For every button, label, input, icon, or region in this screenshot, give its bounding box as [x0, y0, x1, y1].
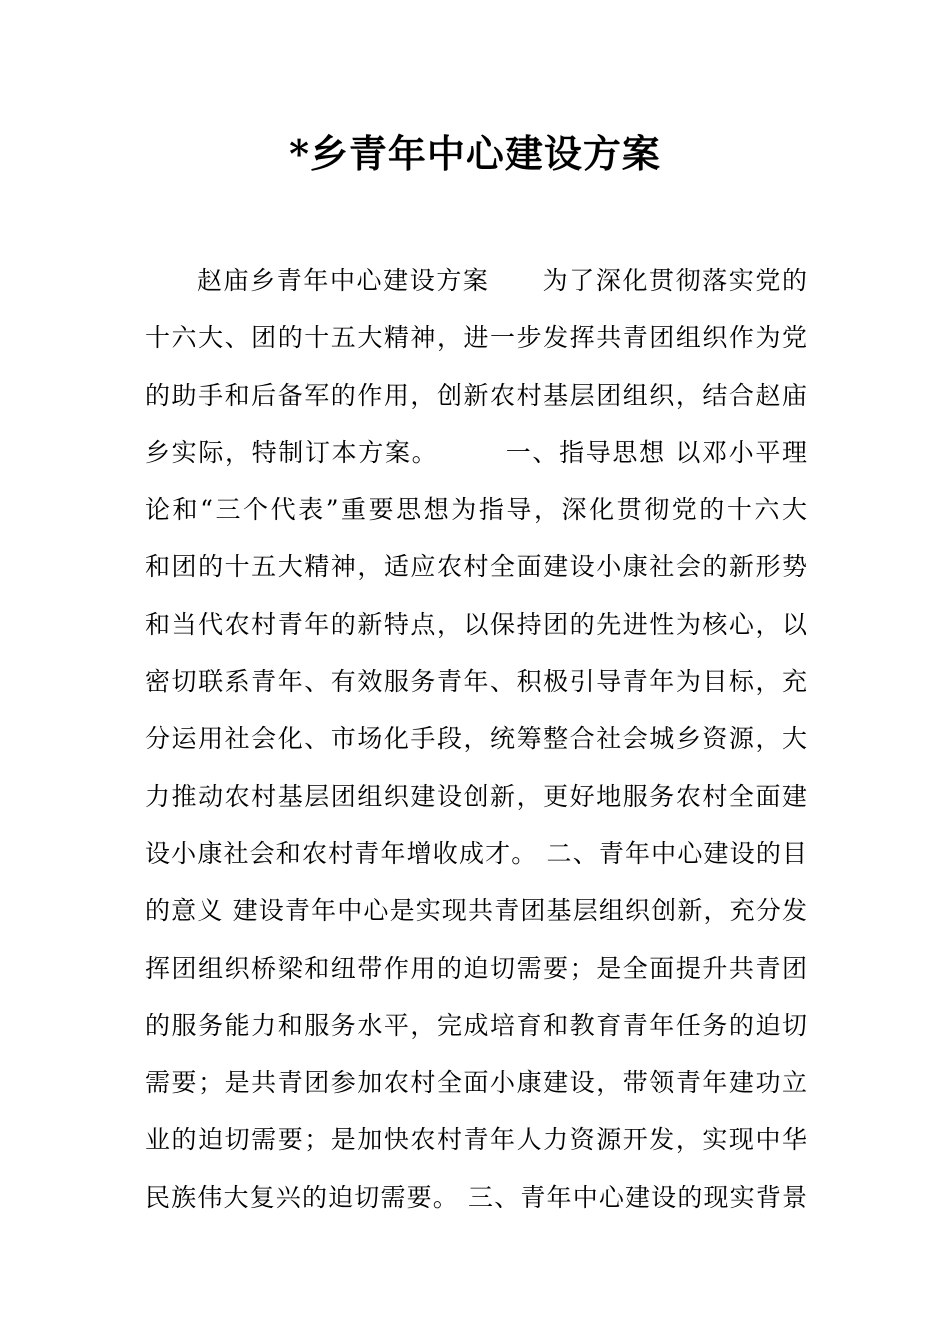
document-body: [145, 252, 807, 1226]
body-line: 民族伟大复兴的迫切需要。 三、青年中心建设的现实背景: [145, 1182, 807, 1212]
body-line: 乡实际，特制订本方案。 一、指导思想 以邓小平理: [145, 437, 807, 467]
body-line: 的服务能力和服务水平，完成培育和教育青年任务的迫切: [145, 1010, 807, 1040]
body-line: 需要；是共青团参加农村全面小康建设，带领青年建功立: [145, 1068, 807, 1098]
body-line: 挥团组织桥梁和纽带作用的迫切需要；是全面提升共青团: [145, 953, 807, 983]
document-title: *乡青年中心建设方案: [289, 131, 661, 176]
body-line: 论和“三个代表”重要思想为指导，深化贯彻党的十六大: [145, 495, 807, 525]
body-line: 力推动农村基层团组织建设创新，更好地服务农村全面建: [145, 781, 807, 811]
body-line: 赵庙乡青年中心建设方案 为了深化贯彻落实党的: [197, 266, 807, 295]
body-line: 业的迫切需要；是加快农村青年人力资源开发，实现中华: [145, 1125, 807, 1155]
body-line: 十六大、团的十五大精神，进一步发挥共青团组织作为党: [145, 323, 807, 353]
body-line: 的助手和后备军的作用，创新农村基层团组织，结合赵庙: [145, 380, 807, 410]
body-line: 设小康社会和农村青年增收成才。 二、青年中心建设的目: [145, 838, 807, 868]
body-line: 的意义 建设青年中心是实现共青团基层组织创新，充分发: [145, 896, 807, 926]
body-line: 和团的十五大精神，适应农村全面建设小康社会的新形势: [145, 552, 807, 582]
body-line: 分运用社会化、市场化手段，统筹整合社会城乡资源，大: [145, 724, 807, 754]
body-line: 密切联系青年、有效服务青年、积极引导青年为目标，充: [145, 667, 807, 697]
body-line: 和当代农村青年的新特点，以保持团的先进性为核心，以: [145, 609, 807, 639]
